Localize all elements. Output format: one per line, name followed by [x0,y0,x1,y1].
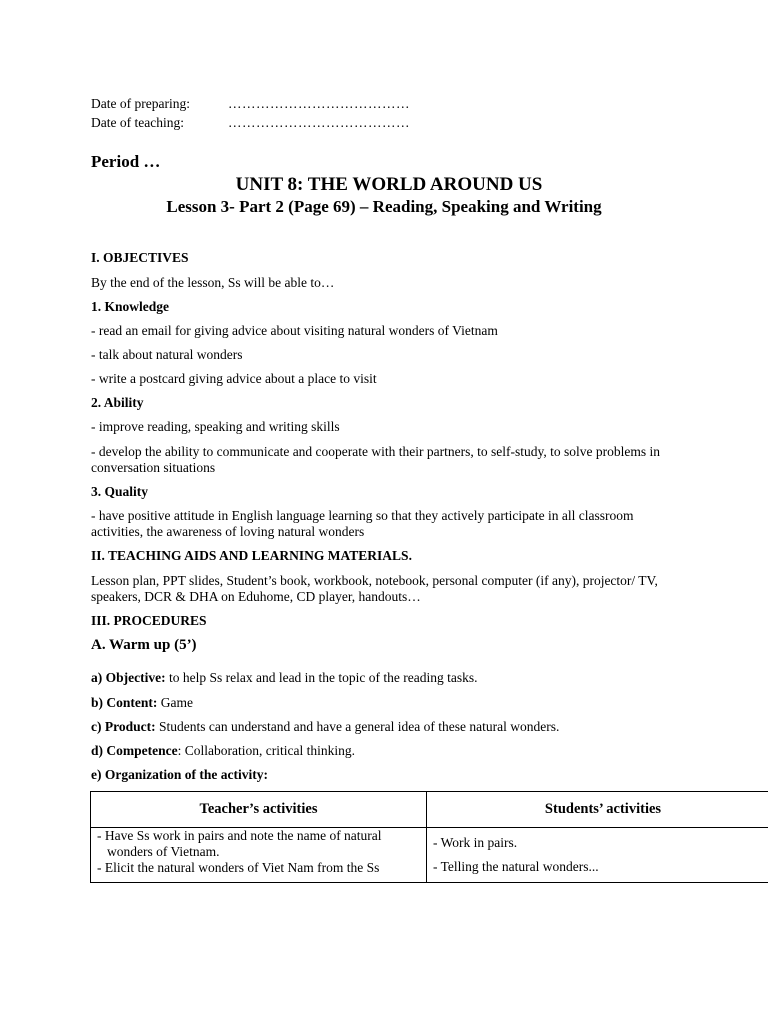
procedures-heading: III. PROCEDURES [91,613,207,628]
teacher-activities-header: Teacher’s activities [91,792,427,828]
objectives-heading: I. OBJECTIVES [91,250,189,265]
organization-heading: e) Organization of the activity: [91,767,268,782]
student-activity-line: - Work in pairs. [433,835,518,850]
warm-up-heading: A. Warm up (5’) [91,637,197,653]
lesson-title: Lesson 3- Part 2 (Page 69) – Reading, Speaking and Writing [166,197,602,216]
date-of-preparing-label: Date of preparing: [91,96,190,111]
knowledge-heading: 1. Knowledge [91,299,170,314]
knowledge-item: - read an email for giving advice about visiting natural wonders of Vietnam [91,323,498,338]
competence-line [91,743,691,759]
competence-text: : Collaboration, critical thinking. [177,743,355,758]
teacher-activity-line: wonders of Vietnam. [107,844,220,859]
content-label: b) Content: [91,695,158,710]
materials-heading: II. TEACHING AIDS AND LEARNING MATERIALS. [91,548,412,563]
student-activity-line: - Telling the natural wonders... [433,859,599,874]
objectives-intro: By the end of the lesson, Ss will be able to… [91,275,335,290]
product-line [91,719,751,735]
ability-item: - develop the ability to communicate and cooperate with their partners, to self-study, to solve problems in conversation situations [91,444,660,475]
content-line [91,695,691,711]
table-row [91,828,768,883]
quality-item: - have positive attitude in English language learning so that they actively participate in all classroom activities, the awareness of loving natural wonders [91,508,634,539]
teacher-activity-line: - Elicit the natural wonders of Viet Nam from the Ss [97,860,380,875]
teacher-activities-cell [91,828,427,883]
competence-label: d) Competence [91,743,178,758]
objective-line [91,670,691,686]
content-text: Game [157,695,193,710]
knowledge-item: - talk about natural wonders [91,347,243,362]
date-of-preparing-value: ………………………………… [228,96,410,111]
objective-text: to help Ss relax and lead in the topic of the reading tasks. [165,670,478,685]
period-label: Period … [91,152,161,171]
product-text: Students can understand and have a general idea of these natural wonders. [155,719,560,734]
product-label: c) Product: [91,719,156,734]
objective-label: a) Objective: [91,670,166,685]
students-activities-cell [427,828,768,883]
date-of-teaching-label: Date of teaching: [91,115,184,130]
ability-item: - improve reading, speaking and writing skills [91,419,340,434]
activities-table [90,791,768,883]
date-of-teaching-value: ………………………………… [228,115,410,130]
students-activities-header: Students’ activities [427,792,768,828]
table-header-row [91,792,768,828]
ability-heading: 2. Ability [91,395,144,410]
date-of-preparing-row [91,96,410,112]
unit-title: UNIT 8: THE WORLD AROUND US [235,174,543,195]
quality-heading: 3. Quality [91,484,149,499]
knowledge-item: - write a postcard giving advice about a place to visit [91,371,377,386]
date-of-teaching-row [91,115,410,131]
materials-text: Lesson plan, PPT slides, Student’s book, workbook, notebook, personal computer (if any), projector/ TV, speakers, DCR & DHA on Eduhome, CD player, handouts… [91,573,658,604]
teacher-activity-line: - Have Ss work in pairs and note the name of natural [97,828,382,843]
